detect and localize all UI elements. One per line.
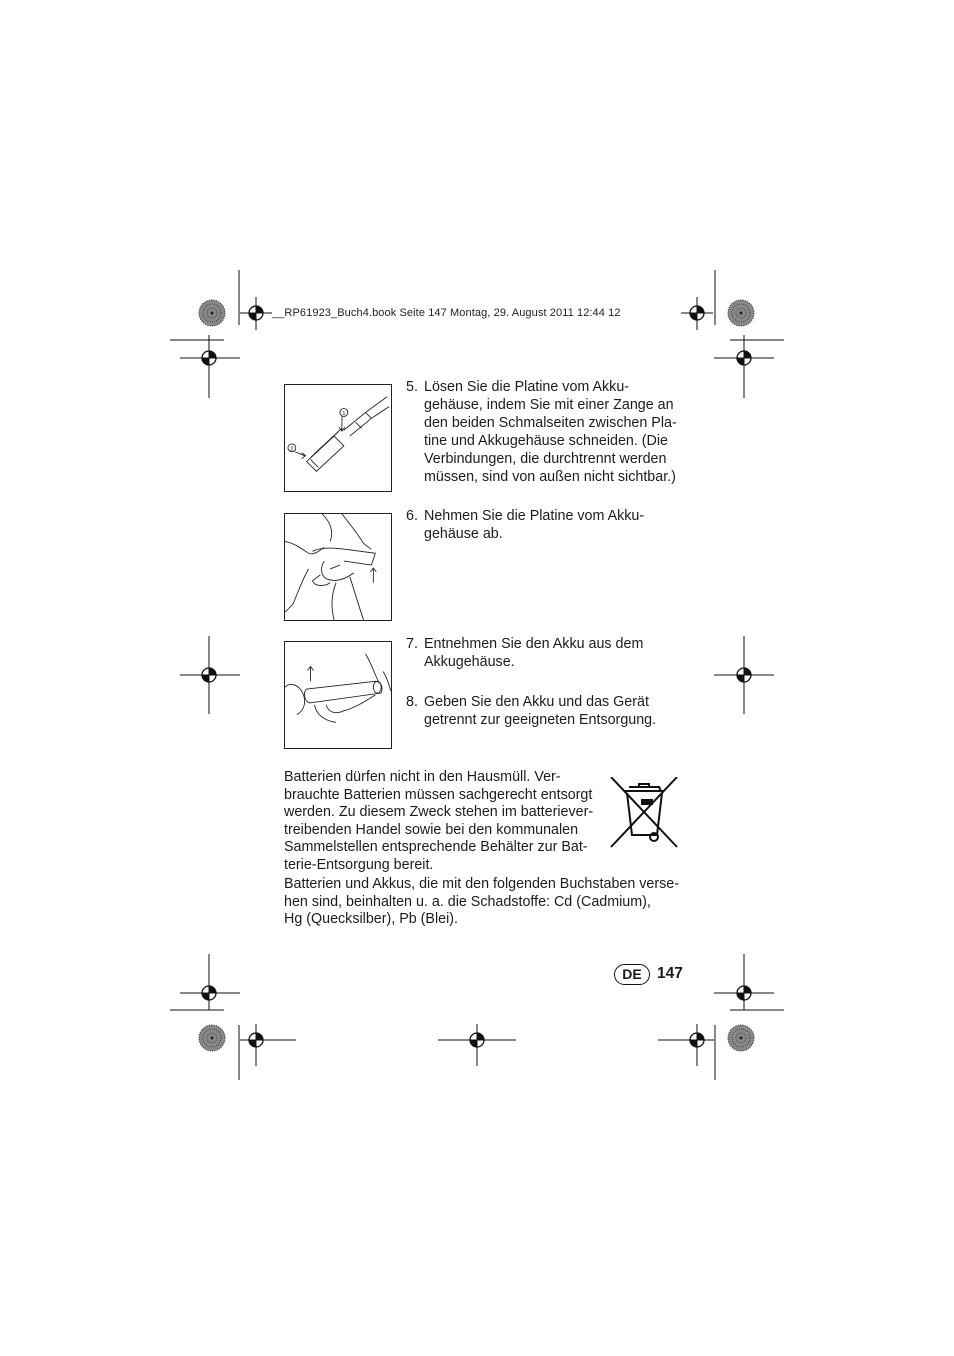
step-5	[406, 379, 696, 486]
step-7	[406, 636, 696, 672]
pliers-illustration	[285, 385, 391, 491]
disposal-paragraph-1: Batterien dürfen nicht in den Hausmüll. Ver- brauchte Batterien müssen sachgerecht entsorgt werden. Zu diesem Zweck stehen im batteriever- treibenden Handel sowie bei den kommunalen Sammelstellen entsprechende Behälter zur Bat- terie-Entsorgung bereit.	[284, 769, 594, 873]
step-8	[406, 694, 696, 730]
page-number: 147	[657, 965, 683, 982]
battery-removal-illustration	[285, 642, 391, 748]
hands-board-illustration	[285, 514, 391, 620]
language-badge: DE	[614, 964, 650, 985]
callout-1: 1	[342, 410, 346, 417]
step-8-text: Geben Sie den Akku und das Gerät getrennt zur geeigneten Entsorgung.	[424, 694, 657, 728]
callout-2: 2	[290, 446, 294, 453]
step-5-text: Lösen Sie die Platine vom Akku- gehäuse, indem Sie mit einer Zange an den beiden Schmalseiten zwischen Pla- tine und Akkugehäuse schneiden. (Die Verbindungen, die durchtrennt werden müssen, sind von außen nicht sichtbar.)	[424, 379, 677, 485]
wheelie-bin-svg	[609, 777, 679, 849]
step-8-number: 8.	[406, 694, 418, 710]
step-7-text: Entnehmen Sie den Akku aus dem Akkugehäuse.	[424, 636, 644, 670]
step-6-text: Nehmen Sie die Platine vom Akku- gehäuse ab.	[424, 508, 645, 542]
step-6-number: 6.	[406, 508, 418, 524]
step-7-number: 7.	[406, 636, 418, 652]
figure-remove-board	[284, 513, 392, 621]
step-5-number: 5.	[406, 379, 418, 395]
figure-cutting-board	[284, 384, 392, 492]
file-header: __RP61923_Buch4.book Seite 147 Montag, 29. August 2011 12:44 12	[272, 307, 621, 319]
disposal-paragraph-2: Batterien und Akkus, die mit den folgenden Buchstaben verse- hen sind, beinhalten u. a. die Schadstoffe: Cd (Cadmium), Hg (Quecksilber), Pb (Blei).	[284, 876, 680, 928]
step-6	[406, 508, 696, 544]
crossed-out-wheelie-bin-icon	[609, 777, 679, 849]
figure-remove-battery	[284, 641, 392, 749]
